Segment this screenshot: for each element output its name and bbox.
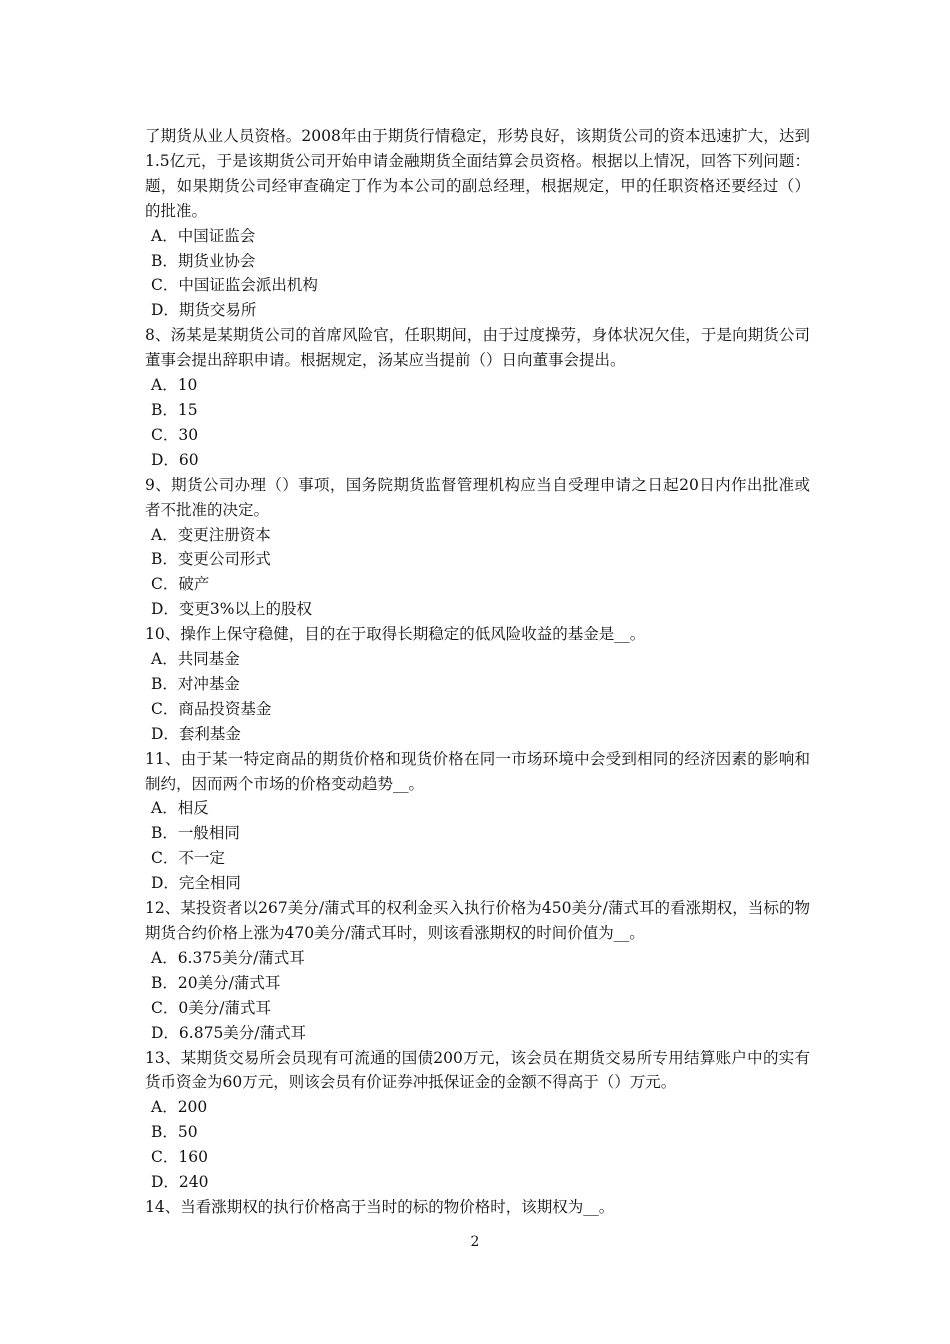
question-8-stem: 8、汤某是某期货公司的首席风险官，任职期间，由于过度操劳，身体状况欠佳，于是向期货公司董事会提出辞职申请。根据规定，汤某应当提前（）日向董事会提出。	[145, 326, 810, 370]
q13-option-d: D．240	[151, 1173, 209, 1192]
q7-option-c: C．中国证监会派出机构	[151, 276, 318, 295]
q7-option-a: A．中国证监会	[151, 226, 256, 245]
q12-option-d: D．6.875美分/蒲式耳	[151, 1023, 307, 1042]
question-7-stem-continued: 了期货从业人员资格。2008年由于期货行情稳定，形势良好，该期货公司的资本迅速扩大，达到1.5亿元，于是该期货公司开始申请金融期货全面结算会员资格。根据以上情况，回答下列问题： 题，如果期货公司经审查确定丁作为本公司的副总经理，根据规定，甲的任职资格还要经过（）的批准。	[145, 127, 810, 220]
q12-option-c: C．0美分/蒲式耳	[151, 998, 271, 1017]
q13-option-a: A．200	[151, 1098, 208, 1117]
q13-option-c: C．160	[151, 1148, 208, 1167]
question-14-stem: 14、当看涨期权的执行价格高于当时的标的物价格时，该期权为__。	[145, 1197, 615, 1216]
q8-option-b: B．15	[151, 400, 198, 419]
document-body	[145, 124, 810, 1220]
question-12-stem: 12、某投资者以267美分/蒲式耳的权利金买入执行价格为450美分/蒲式耳的看涨期权，当标的物期货合约价格上涨为470美分/蒲式耳时，则该看涨期权的时间价值为__。	[145, 899, 810, 942]
q8-option-c: C．30	[151, 425, 199, 444]
q10-option-a: A．共同基金	[151, 650, 240, 669]
q10-option-c: C．商品投资基金	[151, 699, 272, 718]
q12-option-b: B．20美分/蒲式耳	[151, 973, 281, 992]
q11-option-b: B．一般相同	[151, 824, 240, 843]
q11-option-d: D．完全相同	[151, 874, 241, 893]
q7-option-b: B．期货业协会	[151, 251, 256, 270]
q11-option-c: C．不一定	[151, 849, 225, 868]
q12-option-a: A．6.375美分/蒲式耳	[151, 948, 305, 967]
question-9-stem: 9、期货公司办理（）事项，国务院期货监督管理机构应当自受理申请之日起20日内作出批准或者不批准的决定。	[145, 475, 810, 519]
q8-option-d: D．60	[151, 450, 199, 469]
q11-option-a: A．相反	[151, 799, 209, 818]
q10-option-b: B．对冲基金	[151, 674, 240, 693]
q7-option-d: D．期货交易所	[151, 301, 257, 320]
page-number: 2	[470, 1234, 480, 1250]
q9-option-b: B．变更公司形式	[151, 550, 271, 569]
q9-option-d: D．变更3%以上的股权	[151, 600, 313, 619]
q8-option-a: A．10	[151, 376, 198, 395]
q9-option-c: C．破产	[151, 575, 210, 594]
q10-option-d: D．套利基金	[151, 724, 241, 743]
question-13-stem: 13、某期货交易所会员现有可流通的国债200万元，该会员在期货交易所专用结算账户中的实有货币资金为60万元，则该会员有价证券冲抵保证金的金额不得高于（）万元。	[145, 1048, 810, 1092]
question-10-stem: 10、操作上保守稳健，目的在于取得长期稳定的低风险收益的基金是__。	[145, 625, 646, 644]
q9-option-a: A．变更注册资本	[151, 525, 271, 544]
q13-option-b: B．50	[151, 1123, 198, 1142]
question-11-stem: 11、由于某一特定商品的期货价格和现货价格在同一市场环境中会受到相同的经济因素的影响和制约，因而两个市场的价格变动趋势__。	[145, 749, 810, 793]
